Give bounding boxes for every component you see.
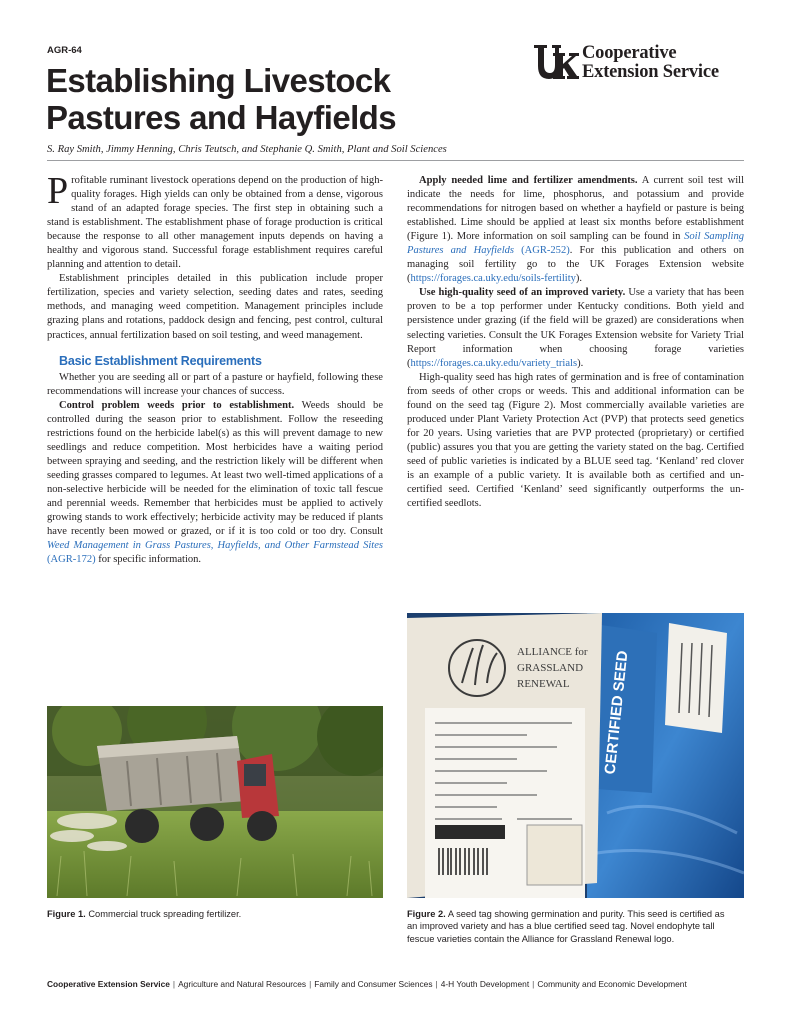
logo-line-1: Cooperative bbox=[582, 43, 677, 63]
variety-trials-link[interactable]: https://forages.ca.uky.edu/variety_trials bbox=[410, 357, 578, 369]
principles-paragraph: Establishment principles detailed in this publication include proper fertilization, species and variety selection, seeding dates and rates, seeding methods, and managing weed competition. Management principles include grazing plans and rotations, paddock design and fencing, pest control, cultural practices, annual fertilization based on soil testing, and weed management. bbox=[47, 273, 383, 341]
figure-2-photo bbox=[407, 613, 744, 898]
lime-mid: . For this publication and others on managing soil fertility go to the UK Forages Extension website ( bbox=[407, 245, 744, 285]
weeds-paragraph bbox=[47, 399, 383, 568]
lime-end: ). bbox=[575, 273, 583, 285]
figure-2-caption bbox=[407, 908, 737, 945]
certified-seed-label: CERTIFIED SEED bbox=[601, 649, 632, 776]
weeds-lead: Control problem weeds prior to establishment. bbox=[59, 399, 295, 411]
seed-paragraph bbox=[407, 286, 744, 370]
footer-separator: | bbox=[309, 979, 312, 989]
alliance-logo-line-1: ALLIANCE for bbox=[517, 646, 588, 658]
footer-item: Community and Economic Development bbox=[537, 979, 687, 989]
figure-1-label: Figure 1. bbox=[47, 909, 86, 919]
publication-number: AGR-64 bbox=[47, 45, 82, 56]
agr252-link[interactable]: (AGR-252) bbox=[514, 245, 570, 257]
footer-separator: | bbox=[172, 979, 176, 989]
intro-paragraph bbox=[47, 170, 383, 272]
header-divider bbox=[47, 160, 744, 161]
figure-1-photo bbox=[47, 706, 383, 898]
authors: S. Ray Smith, Jimmy Henning, Chris Teutsch, and Stephanie Q. Smith, Plant and Soil Sciences bbox=[47, 144, 447, 155]
seed-lead: Use high-quality seed of an improved variety. bbox=[419, 287, 626, 299]
soils-fertility-link[interactable]: https://forages.ca.uky.edu/soils-fertility bbox=[410, 273, 576, 285]
uk-extension-logo bbox=[533, 43, 748, 85]
seed-body: Use a variety that has been proven to be a top performer under Kentucky conditions. Both yield and persistence under grazing (if the field will be grazed) are considerations when selecting varieties. Consult the UK Forages Extension website for Variety Trial Report information when choosing forage varieties ( bbox=[407, 287, 744, 369]
lime-lead: Apply needed lime and fertilizer amendments. bbox=[419, 175, 638, 186]
intro-text: rofitable ruminant livestock operations depend on the production of high-quality forages. High yields can only be obtained from a dense, vigorous stand of an adapted forage species. The first step in obtaining such a stand is establishment. The establishment phase of forage production is critical because the response to all other management inputs depends on having a healthy and vigorous stand. Successful forage establishment requires careful planning and attention to detail. bbox=[47, 175, 383, 271]
seed-end: ). bbox=[577, 357, 584, 369]
alliance-logo-line-2: GRASSLAND bbox=[517, 662, 584, 674]
footer-item: Agriculture and Natural Resources bbox=[178, 979, 307, 989]
footer-org: Cooperative Extension Service bbox=[47, 979, 170, 989]
basic-paragraph: Whether you are seeding all or part of a pasture or hayfield, following these recommendations will increase your chances of success. bbox=[47, 371, 383, 397]
left-column bbox=[47, 170, 383, 567]
uk-logo-icon bbox=[533, 43, 579, 81]
lime-body: A current soil test will indicate the needs for lime, phosphorus, and potassium and provide recommendations for nitrogen based on whether a hayfield or pasture is being established. Lime should be applied at least six months before establishment (Figure 1). More information on soil sampling can be found in bbox=[407, 175, 744, 243]
lime-paragraph bbox=[407, 174, 744, 286]
right-column bbox=[407, 174, 744, 511]
figure-1-caption bbox=[47, 908, 383, 920]
figure-2-text: A seed tag showing germination and purity. This seed is certified as an improved variety and has a blue certified seed tag. Novel endophyte tall fescue varieties contain the Alliance for Grassland Renewal logo. bbox=[407, 909, 725, 944]
footer-item: 4-H Youth Development bbox=[440, 979, 530, 989]
logo-wordmark bbox=[582, 44, 719, 82]
alliance-logo-line-3: RENEWAL bbox=[517, 678, 570, 690]
drop-cap: P bbox=[47, 170, 69, 212]
title-line-1: Establishing Livestock bbox=[46, 62, 391, 99]
weeds-body: Weeds should be controlled during the season prior to establishment. Follow the reseeding restrictions found on the herbicide label(s) as this will prevent damage to new seedlings and reduce competition. Most herbicides have a waiting period between spraying and seeding, and the restriction likely will be different when seeding grasses compared to legumes. At least two well-timed applications of a non-selective herbicide will be needed for the elimination of toxic tall fescue and perennial weeds. Remember that herbicides must be applied to actively growing stands to work effectively; herbicide activity may be reduced if plants have recently been mowed or grazed, or if it is too cold or too dry. Consult bbox=[47, 399, 383, 538]
figure-1-text: Commercial truck spreading fertilizer. bbox=[85, 909, 242, 919]
footer-item: Family and Consumer Sciences bbox=[314, 979, 433, 989]
section-heading: Basic Establishment Requirements bbox=[59, 353, 262, 368]
seed-tag-image bbox=[407, 613, 744, 898]
footer bbox=[47, 979, 744, 989]
page-title bbox=[46, 62, 506, 136]
weeds-end: for specific information. bbox=[95, 554, 202, 566]
title-line-2: Pastures and Hayfields bbox=[46, 99, 396, 136]
logo-line-2: Extension Service bbox=[582, 62, 719, 82]
quality-paragraph: High-quality seed has high rates of germination and is free of contamination from seeds of other crops or weeds. This and additional information can be found on the seed tag (Figure 2). Most commercially available varieties are produced under Plant Variety Protection Act (PVP) that protects seed genetics for 20 years. Using varieties that are PVP protected (proprietary) or certified (public) assures you that you are getting the variety stated on the bag. Certified seed of public varieties is indicated by a BLUE seed tag. ‘Kenland’ red clover is an example of a public variety. It is available both as certified and un-certified seed. Certified ‘Kenland’ seed significantly outperforms the un-certified seedlots. bbox=[407, 371, 744, 510]
footer-separator: | bbox=[532, 979, 535, 989]
soil-sampling-link[interactable]: Soil Sampling Pastures and Hayfields bbox=[407, 231, 744, 257]
footer-separator: | bbox=[435, 979, 438, 989]
agr172-link[interactable]: (AGR-172) bbox=[47, 554, 96, 566]
weed-management-link[interactable]: Weed Management in Grass Pastures, Hayfields, and Other Farmstead Sites bbox=[47, 540, 383, 552]
figure-2-label: Figure 2. bbox=[407, 909, 446, 919]
truck-spreading-image bbox=[47, 706, 383, 898]
